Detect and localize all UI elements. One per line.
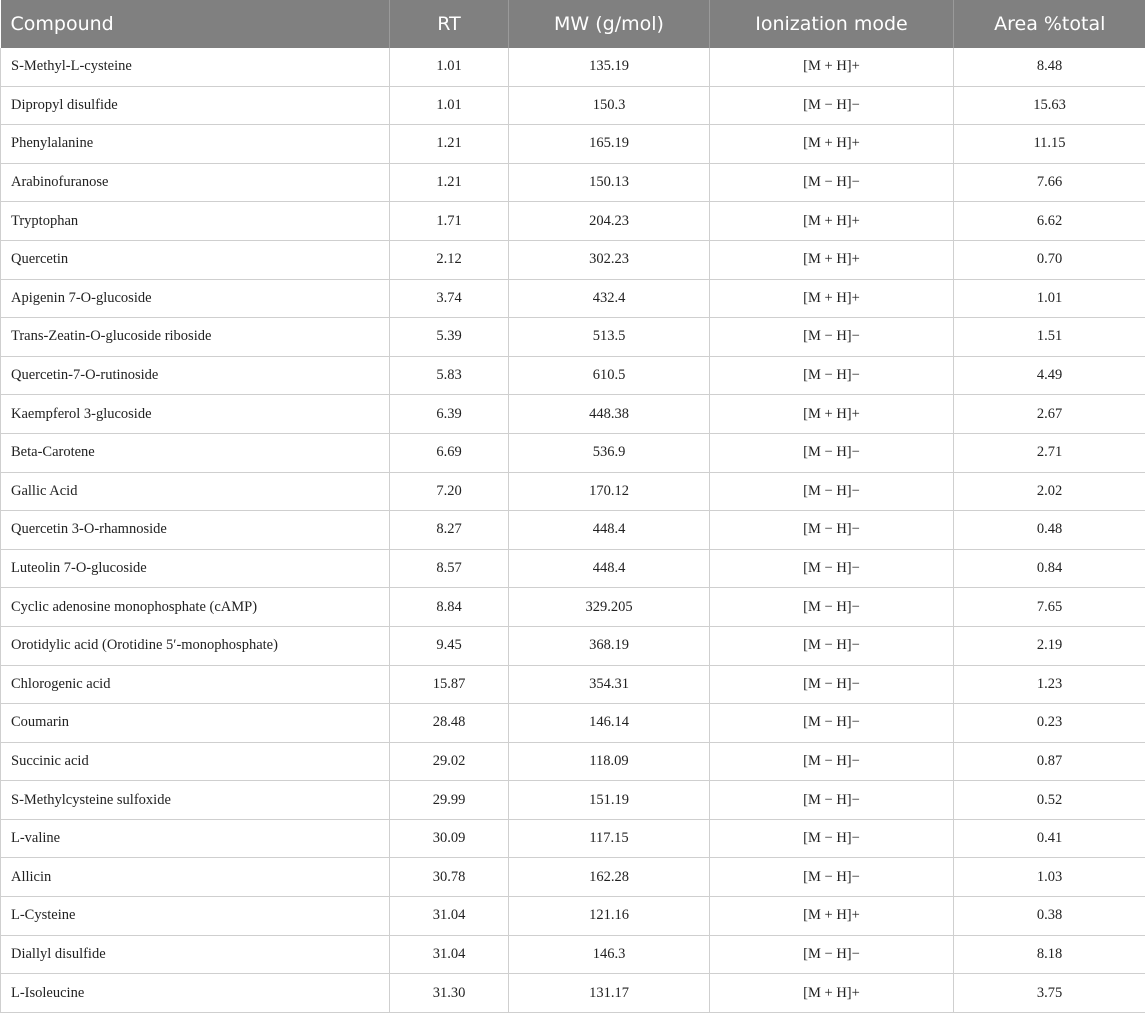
cell-area-total: 1.01 <box>954 279 1145 318</box>
cell-compound: Luteolin 7-O-glucoside <box>1 549 390 588</box>
cell-mw: 121.16 <box>509 897 710 936</box>
cell-mw: 432.4 <box>509 279 710 318</box>
cell-mw: 162.28 <box>509 858 710 897</box>
cell-ionization-mode: [M − H]− <box>710 935 954 974</box>
cell-ionization-mode: [M − H]− <box>710 318 954 357</box>
cell-rt: 6.69 <box>390 433 509 472</box>
cell-compound: Coumarin <box>1 704 390 743</box>
table-row <box>1 395 1145 434</box>
cell-ionization-mode: [M + H]+ <box>710 240 954 279</box>
cell-mw: 118.09 <box>509 742 710 781</box>
header-rt: RT <box>390 0 509 48</box>
cell-rt: 5.83 <box>390 356 509 395</box>
table-row <box>1 511 1145 550</box>
cell-area-total: 0.23 <box>954 704 1145 743</box>
cell-mw: 150.3 <box>509 86 710 125</box>
cell-rt: 1.71 <box>390 202 509 241</box>
cell-rt: 5.39 <box>390 318 509 357</box>
table-row <box>1 626 1145 665</box>
cell-compound: Diallyl disulfide <box>1 935 390 974</box>
cell-compound: Chlorogenic acid <box>1 665 390 704</box>
cell-ionization-mode: [M − H]− <box>710 356 954 395</box>
cell-compound: Phenylalanine <box>1 125 390 164</box>
header-ionization-mode: Ionization mode <box>710 0 954 48</box>
cell-mw: 151.19 <box>509 781 710 820</box>
table-row <box>1 163 1145 202</box>
cell-mw: 165.19 <box>509 125 710 164</box>
cell-rt: 29.99 <box>390 781 509 820</box>
cell-area-total: 1.23 <box>954 665 1145 704</box>
cell-mw: 368.19 <box>509 626 710 665</box>
cell-rt: 1.21 <box>390 163 509 202</box>
cell-compound: Trans-Zeatin-O-glucoside riboside <box>1 318 390 357</box>
table-row <box>1 318 1145 357</box>
cell-compound: Orotidylic acid (Orotidine 5′-monophosphate) <box>1 626 390 665</box>
cell-area-total: 0.52 <box>954 781 1145 820</box>
cell-compound: L-valine <box>1 819 390 858</box>
table-row <box>1 433 1145 472</box>
cell-area-total: 0.70 <box>954 240 1145 279</box>
cell-compound: Apigenin 7-O-glucoside <box>1 279 390 318</box>
table-row <box>1 279 1145 318</box>
header-mw: MW (g/mol) <box>509 0 710 48</box>
cell-mw: 513.5 <box>509 318 710 357</box>
cell-compound: S-Methyl-L-cysteine <box>1 48 390 86</box>
cell-ionization-mode: [M − H]− <box>710 858 954 897</box>
cell-rt: 6.39 <box>390 395 509 434</box>
cell-area-total: 0.41 <box>954 819 1145 858</box>
cell-area-total: 4.49 <box>954 356 1145 395</box>
cell-area-total: 8.48 <box>954 48 1145 86</box>
table-row <box>1 742 1145 781</box>
header-area-total: Area %total <box>954 0 1145 48</box>
cell-compound: Gallic Acid <box>1 472 390 511</box>
table-row <box>1 665 1145 704</box>
cell-mw: 354.31 <box>509 665 710 704</box>
cell-area-total: 0.48 <box>954 511 1145 550</box>
cell-mw: 117.15 <box>509 819 710 858</box>
cell-ionization-mode: [M + H]+ <box>710 974 954 1013</box>
table-row <box>1 588 1145 627</box>
cell-mw: 448.4 <box>509 549 710 588</box>
cell-rt: 15.87 <box>390 665 509 704</box>
cell-area-total: 3.75 <box>954 974 1145 1013</box>
cell-rt: 3.74 <box>390 279 509 318</box>
cell-compound: Arabinofuranose <box>1 163 390 202</box>
cell-ionization-mode: [M − H]− <box>710 819 954 858</box>
cell-rt: 29.02 <box>390 742 509 781</box>
table-row <box>1 125 1145 164</box>
cell-area-total: 2.71 <box>954 433 1145 472</box>
cell-ionization-mode: [M − H]− <box>710 511 954 550</box>
cell-mw: 146.3 <box>509 935 710 974</box>
table-header <box>1 0 1145 48</box>
cell-compound: Allicin <box>1 858 390 897</box>
cell-area-total: 7.65 <box>954 588 1145 627</box>
cell-mw: 146.14 <box>509 704 710 743</box>
cell-rt: 31.04 <box>390 935 509 974</box>
cell-ionization-mode: [M − H]− <box>710 549 954 588</box>
cell-compound: Quercetin 3-O-rhamnoside <box>1 511 390 550</box>
cell-area-total: 1.51 <box>954 318 1145 357</box>
cell-rt: 7.20 <box>390 472 509 511</box>
cell-ionization-mode: [M + H]+ <box>710 125 954 164</box>
cell-compound: Tryptophan <box>1 202 390 241</box>
cell-area-total: 0.84 <box>954 549 1145 588</box>
table-row <box>1 472 1145 511</box>
cell-area-total: 15.63 <box>954 86 1145 125</box>
cell-mw: 135.19 <box>509 48 710 86</box>
cell-area-total: 11.15 <box>954 125 1145 164</box>
cell-rt: 8.57 <box>390 549 509 588</box>
cell-area-total: 7.66 <box>954 163 1145 202</box>
cell-compound: L-Cysteine <box>1 897 390 936</box>
cell-rt: 1.21 <box>390 125 509 164</box>
table-row <box>1 240 1145 279</box>
cell-area-total: 1.03 <box>954 858 1145 897</box>
cell-area-total: 6.62 <box>954 202 1145 241</box>
table-row <box>1 48 1145 86</box>
cell-rt: 9.45 <box>390 626 509 665</box>
cell-ionization-mode: [M + H]+ <box>710 897 954 936</box>
header-row <box>1 0 1145 48</box>
cell-compound: Quercetin-7-O-rutinoside <box>1 356 390 395</box>
cell-mw: 448.4 <box>509 511 710 550</box>
cell-ionization-mode: [M + H]+ <box>710 202 954 241</box>
cell-rt: 31.30 <box>390 974 509 1013</box>
table-row <box>1 781 1145 820</box>
table-row <box>1 704 1145 743</box>
table-row <box>1 858 1145 897</box>
table-row <box>1 819 1145 858</box>
cell-ionization-mode: [M − H]− <box>710 665 954 704</box>
cell-compound: Dipropyl disulfide <box>1 86 390 125</box>
cell-compound: Succinic acid <box>1 742 390 781</box>
cell-rt: 8.27 <box>390 511 509 550</box>
cell-mw: 329.205 <box>509 588 710 627</box>
cell-mw: 204.23 <box>509 202 710 241</box>
cell-compound: Kaempferol 3-glucoside <box>1 395 390 434</box>
cell-ionization-mode: [M − H]− <box>710 86 954 125</box>
cell-ionization-mode: [M − H]− <box>710 588 954 627</box>
cell-ionization-mode: [M − H]− <box>710 742 954 781</box>
cell-mw: 150.13 <box>509 163 710 202</box>
cell-area-total: 0.38 <box>954 897 1145 936</box>
cell-area-total: 2.02 <box>954 472 1145 511</box>
table-row <box>1 202 1145 241</box>
cell-compound: S-Methylcysteine sulfoxide <box>1 781 390 820</box>
cell-area-total: 8.18 <box>954 935 1145 974</box>
table-row <box>1 974 1145 1013</box>
header-compound: Compound <box>1 0 390 48</box>
cell-ionization-mode: [M + H]+ <box>710 395 954 434</box>
cell-mw: 610.5 <box>509 356 710 395</box>
cell-rt: 1.01 <box>390 86 509 125</box>
cell-ionization-mode: [M − H]− <box>710 472 954 511</box>
table-body <box>1 48 1145 1012</box>
cell-area-total: 0.87 <box>954 742 1145 781</box>
cell-mw: 448.38 <box>509 395 710 434</box>
cell-mw: 131.17 <box>509 974 710 1013</box>
table-row <box>1 86 1145 125</box>
cell-mw: 302.23 <box>509 240 710 279</box>
cell-area-total: 2.67 <box>954 395 1145 434</box>
cell-ionization-mode: [M − H]− <box>710 781 954 820</box>
cell-rt: 30.09 <box>390 819 509 858</box>
cell-rt: 8.84 <box>390 588 509 627</box>
cell-mw: 170.12 <box>509 472 710 511</box>
cell-rt: 28.48 <box>390 704 509 743</box>
table-row <box>1 935 1145 974</box>
table-row <box>1 897 1145 936</box>
cell-compound: Beta-Carotene <box>1 433 390 472</box>
cell-ionization-mode: [M − H]− <box>710 163 954 202</box>
cell-rt: 1.01 <box>390 48 509 86</box>
cell-ionization-mode: [M − H]− <box>710 433 954 472</box>
cell-compound: L-Isoleucine <box>1 974 390 1013</box>
cell-rt: 30.78 <box>390 858 509 897</box>
cell-area-total: 2.19 <box>954 626 1145 665</box>
cell-mw: 536.9 <box>509 433 710 472</box>
table-row <box>1 356 1145 395</box>
cell-compound: Cyclic adenosine monophosphate (cAMP) <box>1 588 390 627</box>
cell-compound: Quercetin <box>1 240 390 279</box>
cell-ionization-mode: [M − H]− <box>710 704 954 743</box>
cell-ionization-mode: [M + H]+ <box>710 279 954 318</box>
cell-ionization-mode: [M + H]+ <box>710 48 954 86</box>
cell-rt: 31.04 <box>390 897 509 936</box>
cell-rt: 2.12 <box>390 240 509 279</box>
table-row <box>1 549 1145 588</box>
cell-ionization-mode: [M − H]− <box>710 626 954 665</box>
